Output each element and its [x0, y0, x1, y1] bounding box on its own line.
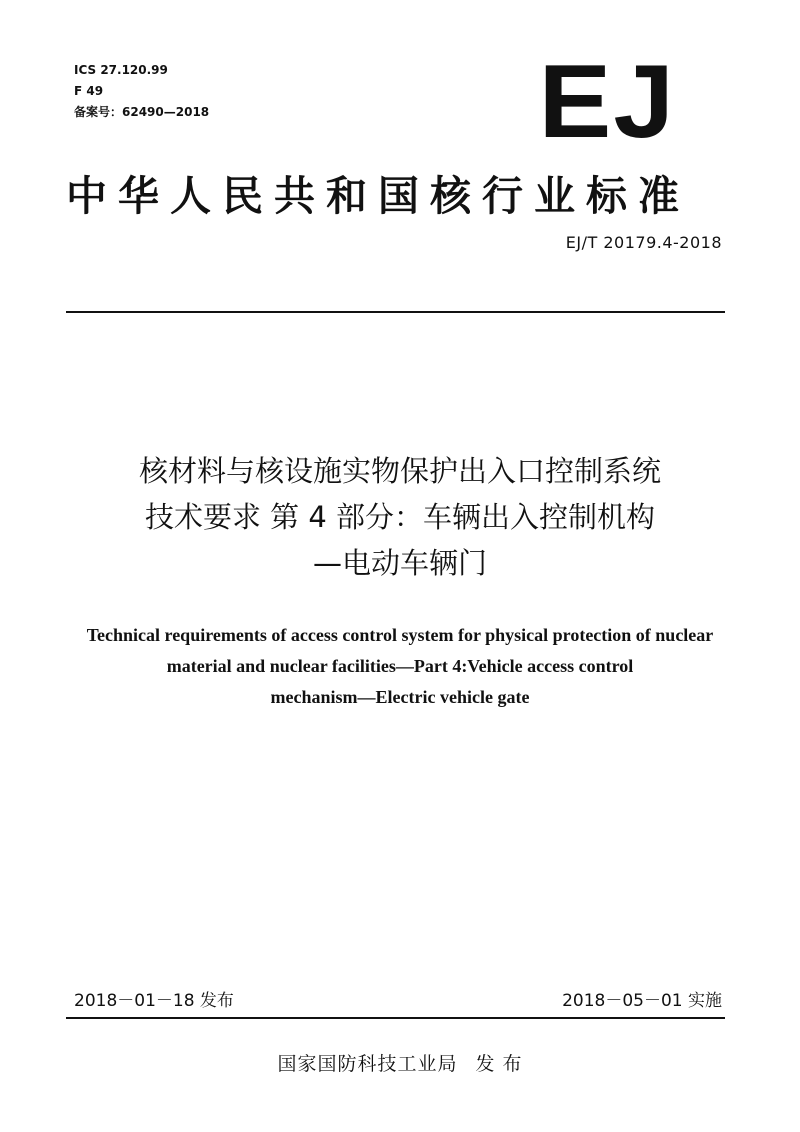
ics-code: ICS 27.120.99 [74, 63, 168, 77]
bottom-divider [66, 1017, 725, 1019]
english-title-line-2: material and nuclear facilities—Part 4:Vehicle access control [166, 656, 634, 676]
issuer-line [0, 1049, 800, 1076]
effective-date: 2018－05－01 实施 [562, 991, 722, 1011]
top-divider [66, 311, 725, 313]
chinese-title-line-2: 技术要求 第 4 部分：车辆出入控制机构 [144, 500, 656, 534]
english-title [0, 620, 800, 713]
issuer-action: 发 布 [475, 1053, 523, 1075]
filing-number: 备案号：62490—2018 [74, 105, 210, 119]
publish-date: 2018－01－18 发布 [74, 991, 234, 1011]
classification-code: F 49 [74, 84, 104, 98]
standard-title: 中华人民共和国核行业标准 [66, 172, 690, 220]
standard-code: EJ/T 20179.4-2018 [565, 233, 722, 252]
ej-logo: EJ [538, 44, 676, 160]
chinese-title [0, 448, 800, 586]
chinese-title-line-3: —电动车辆门 [312, 546, 487, 580]
english-title-line-1: Technical requirements of access control system for physical protection of nuclear [86, 625, 714, 645]
classification-block [74, 60, 209, 123]
chinese-title-line-1: 核材料与核设施实物保护出入口控制系统 [138, 454, 661, 488]
issuer-name: 国家国防科技工业局 [277, 1053, 458, 1075]
english-title-line-3: mechanism—Electric vehicle gate [270, 687, 530, 707]
